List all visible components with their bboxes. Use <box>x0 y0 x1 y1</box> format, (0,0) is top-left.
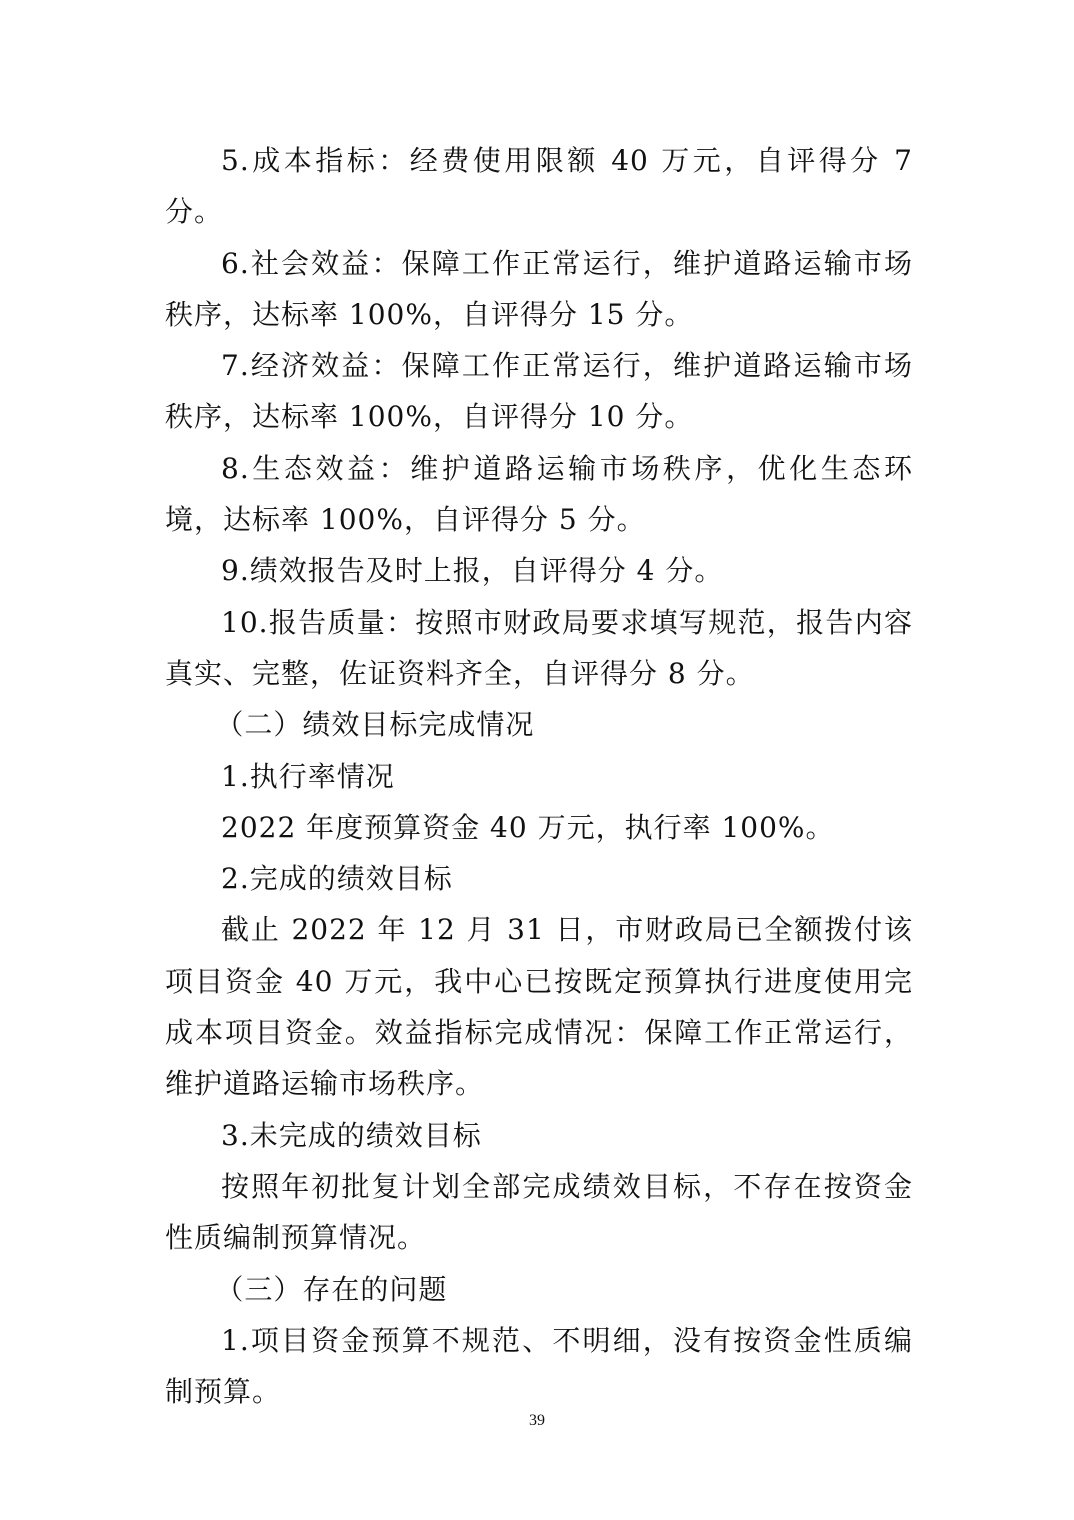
paragraph-completed-goals: 截止 2022 年 12 月 31 日，市财政局已全额拨付该项目资金 40 万元，我中心已按既定预算执行进度使用完成本项目资金。效益指标完成情况：保障工作正常运行，维护道路运输市场秩序。 <box>165 913 913 1101</box>
subheading-execution-rate: 1.执行率情况 <box>221 759 395 793</box>
paragraph-uncompleted-goals: 按照年初批复计划全部完成绩效目标，不存在按资金性质编制预算情况。 <box>165 1169 913 1255</box>
paragraph-social-benefit: 6.社会效益：保障工作正常运行，维护道路运输市场秩序，达标率 100%，自评得分 15 分。 <box>165 246 913 331</box>
paragraph-cost-indicator: 5.成本指标：经费使用限额 40 万元，自评得分 7 分。 <box>165 144 913 229</box>
section-heading-existing-problems: （三）存在的问题 <box>215 1272 448 1306</box>
paragraph-report-timeliness: 9.绩效报告及时上报，自评得分 4 分。 <box>221 554 724 588</box>
document-body <box>165 135 913 1417</box>
paragraph-economic-benefit: 7.经济效益：保障工作正常运行，维护道路运输市场秩序，达标率 100%，自评得分 10 分。 <box>165 349 913 434</box>
page-number: 39 <box>529 1412 545 1429</box>
paragraph-problem-1: 1.项目资金预算不规范、不明细，没有按资金性质编制预算。 <box>165 1323 913 1409</box>
subheading-completed-goals: 2.完成的绩效目标 <box>221 862 453 896</box>
subheading-uncompleted-goals: 3.未完成的绩效目标 <box>221 1118 482 1152</box>
paragraph-report-quality: 10.报告质量：按照市财政局要求填写规范，报告内容真实、完整，佐证资料齐全，自评得分 8 分。 <box>165 605 913 690</box>
section-heading-goal-completion: （二）绩效目标完成情况 <box>215 708 535 742</box>
paragraph-execution-rate: 2022 年度预算资金 40 万元，执行率 100%。 <box>221 810 835 844</box>
paragraph-ecological-benefit: 8.生态效益：维护道路运输市场秩序，优化生态环境，达标率 100%，自评得分 5 分。 <box>165 451 913 537</box>
